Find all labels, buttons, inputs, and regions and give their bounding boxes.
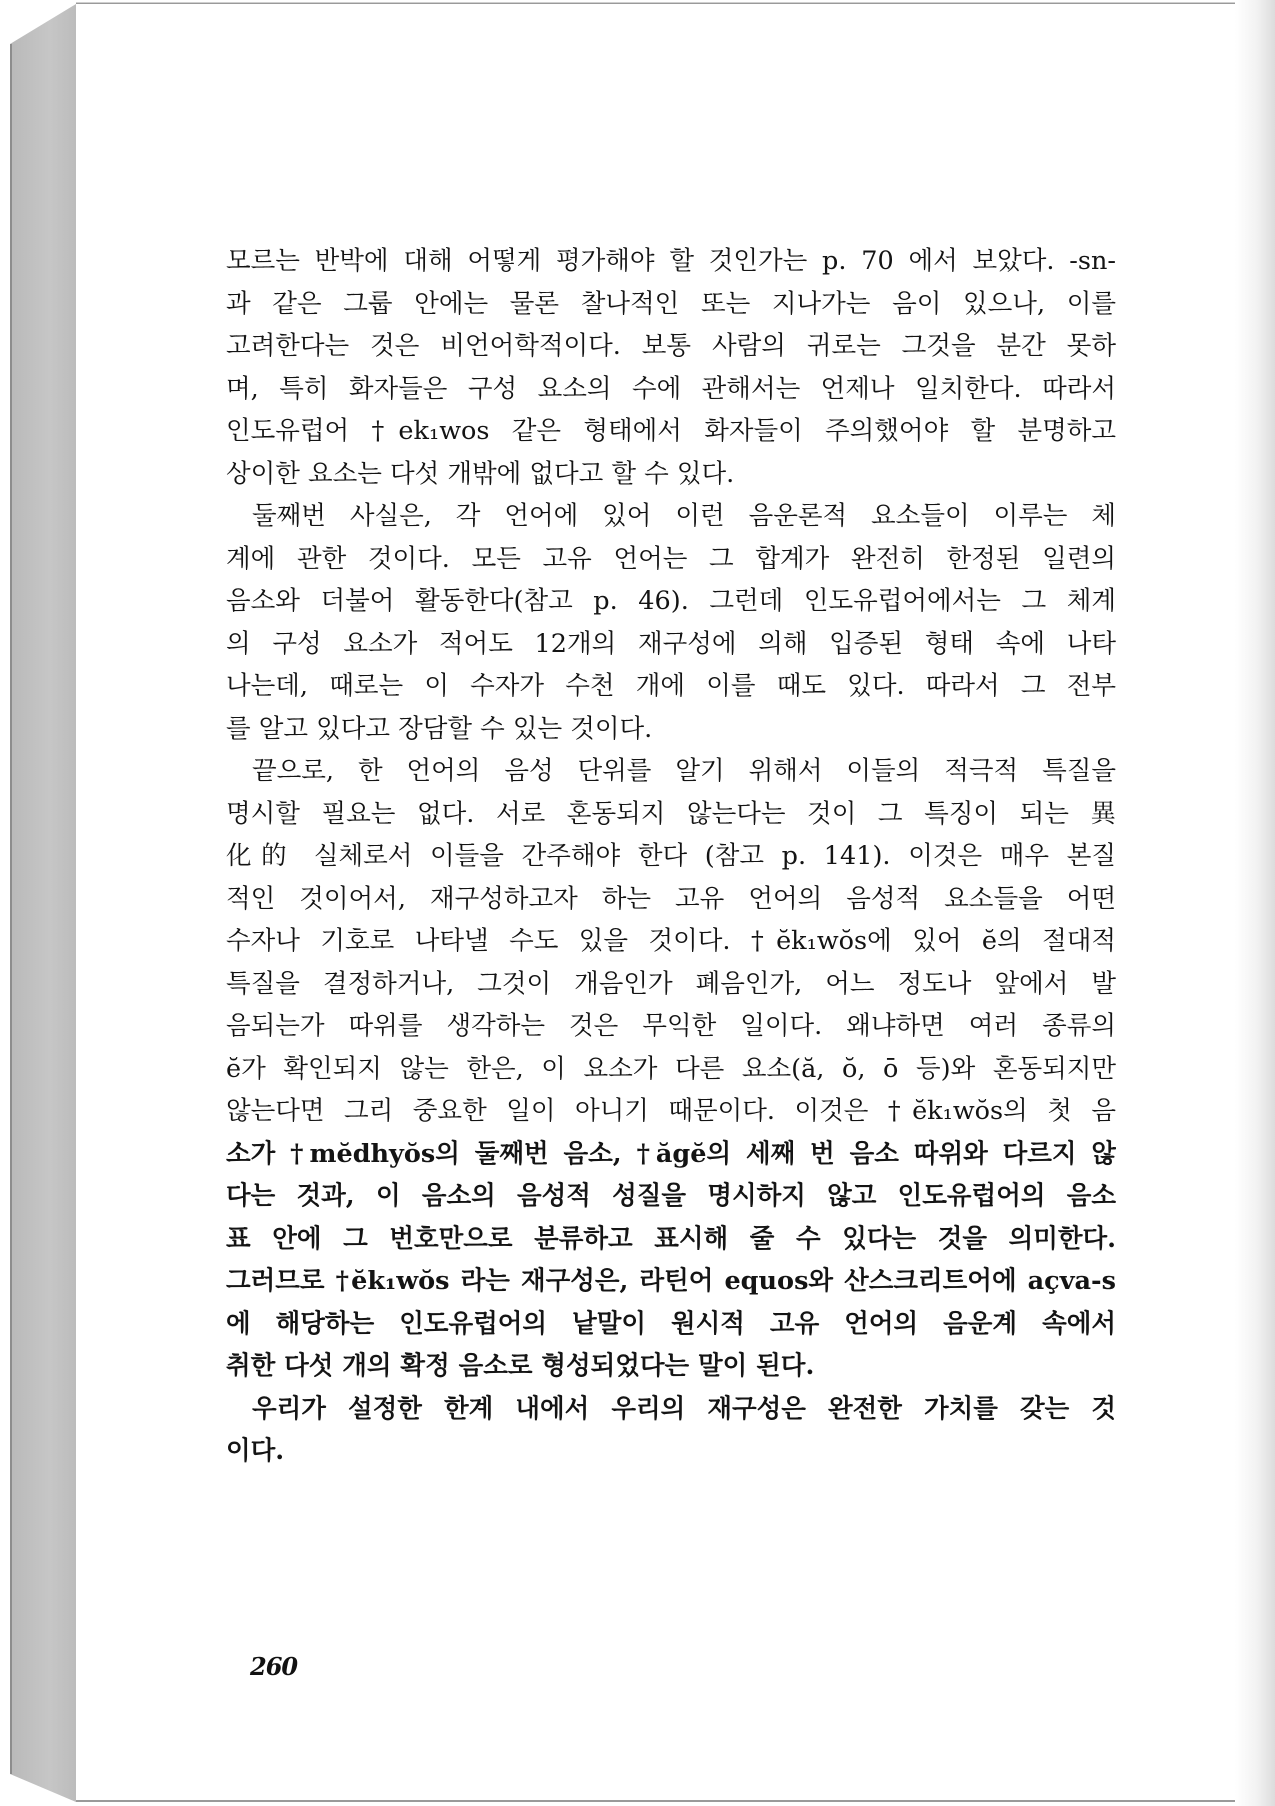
book-spine	[10, 4, 76, 1802]
page-right-shadow	[1235, 0, 1275, 1806]
text-line: 를 알고 있다고 장담할 수 있는 것이다.	[226, 713, 653, 744]
text-line: 적인 것이어서, 재구성하고자 하는 고유 언어의 음성적 요소들을 어떤	[226, 883, 1116, 914]
text-line: 취한 다섯 개의 확정 음소로 형성되었다는 말이 된다.	[226, 1351, 815, 1381]
text-line: 인도유럽어 †ek₁wos 같은 형태에서 화자들이 주의했어야 할 분명하고	[226, 416, 1116, 446]
text-line: 우리가 설정한 한계 내에서 우리의 재구성은 완전한 가치를 갖는 것	[252, 1393, 1116, 1424]
text-line: 명시할 필요는 없다. 서로 혼동되지 않는다는 것이 그 특징이 되는 異	[226, 798, 1116, 829]
text-line: 의 구성 요소가 적어도 12개의 재구성에 의해 입증된 형태 속에 나타	[226, 628, 1116, 659]
text-line: 끝으로, 한 언어의 음성 단위를 알기 위해서 이들의 적극적 특질을	[252, 756, 1116, 786]
paragraph-3	[226, 750, 1116, 1388]
text-line: 음되는가 따위를 생각하는 것은 무익한 일이다. 왜냐하면 여러 종류의	[226, 1011, 1116, 1041]
text-line: 모르는 반박에 대해 어떻게 평가해야 할 것인가는 p. 70 에서 보았다. -sn-	[226, 246, 1116, 276]
text-line: 化的 실체로서 이들을 간주해야 한다 (참고 p. 141). 이것은 매우 본질	[226, 841, 1116, 871]
text-line: 특질을 결정하거나, 그것이 개음인가 폐음인가, 어느 정도나 앞에서 발	[226, 968, 1116, 999]
text-line: 고려한다는 것은 비언어학적이다. 보통 사람의 귀로는 그것을 분간 못하	[226, 331, 1116, 361]
text-line: 않는다면 그리 중요한 일이 아니기 때문이다. 이것은 †ĕk₁wŏs의 첫 음	[226, 1096, 1116, 1126]
text-line: 표 안에 그 번호만으로 분류하고 표시해 줄 수 있다는 것을 의미한다.	[226, 1223, 1116, 1254]
text-line: 그러므로 †ĕk₁wŏs 라는 재구성은, 라틴어 equos와 산스크리트어에 açva-s	[226, 1266, 1116, 1296]
page-number: 260	[250, 1652, 298, 1681]
paragraph-1	[226, 240, 1116, 495]
text-line: 음소와 더불어 활동한다(참고 p. 46). 그런데 인도유럽어에서는 그 체계	[226, 586, 1116, 616]
text-line: 며, 특히 화자들은 구성 요소의 수에 관해서는 언제나 일치한다. 따라서	[226, 373, 1116, 404]
paragraph-4	[226, 1388, 1116, 1473]
text-line: 둘째번 사실은, 각 언어에 있어 이런 음운론적 요소들이 이루는 체	[252, 501, 1116, 531]
text-line: 계에 관한 것이다. 모든 고유 언어는 그 합계가 완전히 한정된 일련의	[226, 543, 1116, 574]
text-line: 수자나 기호로 나타낼 수도 있을 것이다. †ĕk₁wŏs에 있어 ĕ의 절대적	[226, 926, 1116, 956]
text-line: 상이한 요소는 다섯 개밖에 없다고 할 수 있다.	[226, 458, 735, 489]
page-top-edge	[76, 2, 1256, 3]
text-line: 다는 것과, 이 음소의 음성적 성질을 명시하지 않고 인도유럽어의 음소	[226, 1181, 1116, 1211]
text-line: 소가 †mĕdhyŏs의 둘째번 음소, †ăgĕ의 세째 번 음소 따위와 다르지 않	[226, 1138, 1116, 1169]
body-text	[226, 240, 1116, 1473]
text-line: ĕ가 확인되지 않는 한은, 이 요소가 다른 요소(ă, ŏ, ō 등)와 혼동되지만	[226, 1053, 1116, 1084]
text-line: 과 같은 그룹 안에는 물론 찰나적인 또는 지나가는 음이 있으나, 이를	[226, 288, 1116, 319]
text-line: 나는데, 때로는 이 수자가 수천 개에 이를 때도 있다. 따라서 그 전부	[226, 671, 1116, 701]
paragraph-2	[226, 495, 1116, 750]
spine-edge	[10, 44, 12, 1774]
text-line: 에 해당하는 인도유럽어의 낱말이 원시적 고유 언어의 음운계 속에서	[226, 1308, 1116, 1339]
text-line: 이다.	[226, 1436, 285, 1466]
